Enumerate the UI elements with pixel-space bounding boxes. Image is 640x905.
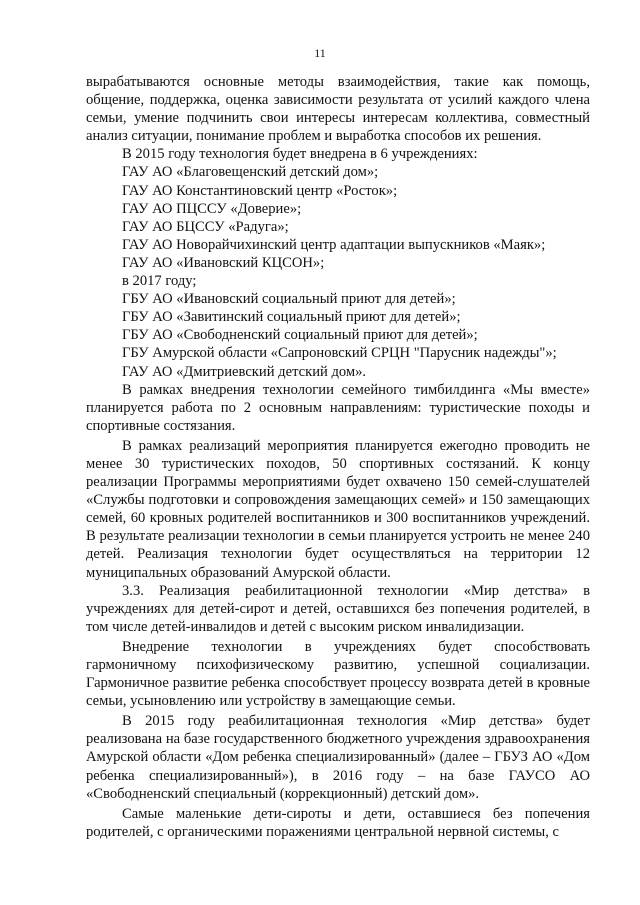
list-item: ГБУ АО «Ивановский социальный приют для детей»;: [122, 291, 456, 308]
paragraph-2015-rehab: В 2015 году реабилитационная технология «Мир детства» будет реализована на базе государственного бюджетного учреждения здравоохранения Амурской области «Дом ребенка специализированный» (далее – ГБУЗ АО «Дом ребенка специализированный»), в 2016 году – на базе ГАУСО АО «Свободненский специальный (коррекционный) детский дом».: [86, 713, 590, 802]
paragraph-youngest-children: Самые маленькие дети-сироты и дети, оставшиеся без попечения родителей, с органическими поражениями центральной нервной системы, с: [86, 805, 590, 840]
list-item: ГАУ АО «Ивановский КЦСОН»;: [122, 254, 325, 271]
list-item: ГБУ АО «Завитинский социальный приют для детей»;: [122, 309, 461, 326]
list-2017-institutions: [86, 290, 590, 380]
page-number: 11: [314, 46, 326, 60]
document-body: [86, 73, 590, 841]
list-item: ГАУ АО БЦССУ «Радуга»;: [122, 218, 289, 235]
list-item: ГАУ АО ПЦССУ «Доверие»;: [122, 200, 302, 217]
paragraph-section-3-3: 3.3. Реализация реабилитационной технологии «Мир детства» в учреждениях для детей-сирот и детей, оставшихся без попечения родителей, в том числе детей-инвалидов и детей с высоким риском инвалидизации.: [86, 582, 590, 635]
list-item: ГБУ АО «Свободненский социальный приют для детей»;: [122, 327, 478, 344]
paragraph-events-plan: В рамках реализаций мероприятия планируется ежегодно проводить не менее 30 туристических походов, 50 спортивных состязаний. К концу реализации Программы мероприятиями будет охвачено 150 семей-слушателей «Службы подготовки и сопровождения замещающих семей» и 150 замещающих семей, 60 кровных родителей воспитанников и 300 воспитанников учреждений. В результате реализации технологии в семьи планируется устроить не менее 240 детей. Реализация технологии будет осуществляться на территории 12 муниципальных образований Амурской области.: [86, 437, 590, 581]
list-item: ГАУ АО Константиновский центр «Росток»;: [122, 182, 398, 199]
paragraph-implementation: Внедрение технологии в учреждениях будет способствовать гармоничному психофизическому развитию, успешной социализации. Гармоничное развитие ребенка способствует процессу возврата детей в кровные семьи, усыновлению или устройству в замещающие семьи.: [86, 638, 590, 710]
list-item: ГБУ Амурской области «Сапроновский СРЦН "Парусник надежды"»;: [122, 345, 557, 362]
year-2017-label: в 2017 году;: [122, 273, 197, 290]
list-2015-institutions: [86, 163, 590, 272]
list-item: ГАУ АО «Благовещенский детский дом»;: [122, 164, 379, 181]
list-item: ГАУ АО Новорайчихинский центр адаптации выпускников «Маяк»;: [122, 236, 546, 253]
paragraph-methods: вырабатываются основные методы взаимодействия, такие как помощь, общение, поддержка, оценка зависимости результата от усилий каждого члена семьи, умение подчинить свои интересы интересам коллектива, совместный анализ ситуации, понимание проблем и выработка способов их решения.: [86, 74, 590, 145]
paragraph-2015-intro: В 2015 году технология будет внедрена в 6 учреждениях:: [122, 146, 478, 163]
list-item: ГАУ АО «Дмитриевский детский дом».: [122, 363, 367, 380]
paragraph-teambuilding: В рамках внедрения технологии семейного тимбилдинга «Мы вместе» планируется работа по 2 основным направлениям: туристические походы и спортивные состязания.: [86, 381, 590, 434]
